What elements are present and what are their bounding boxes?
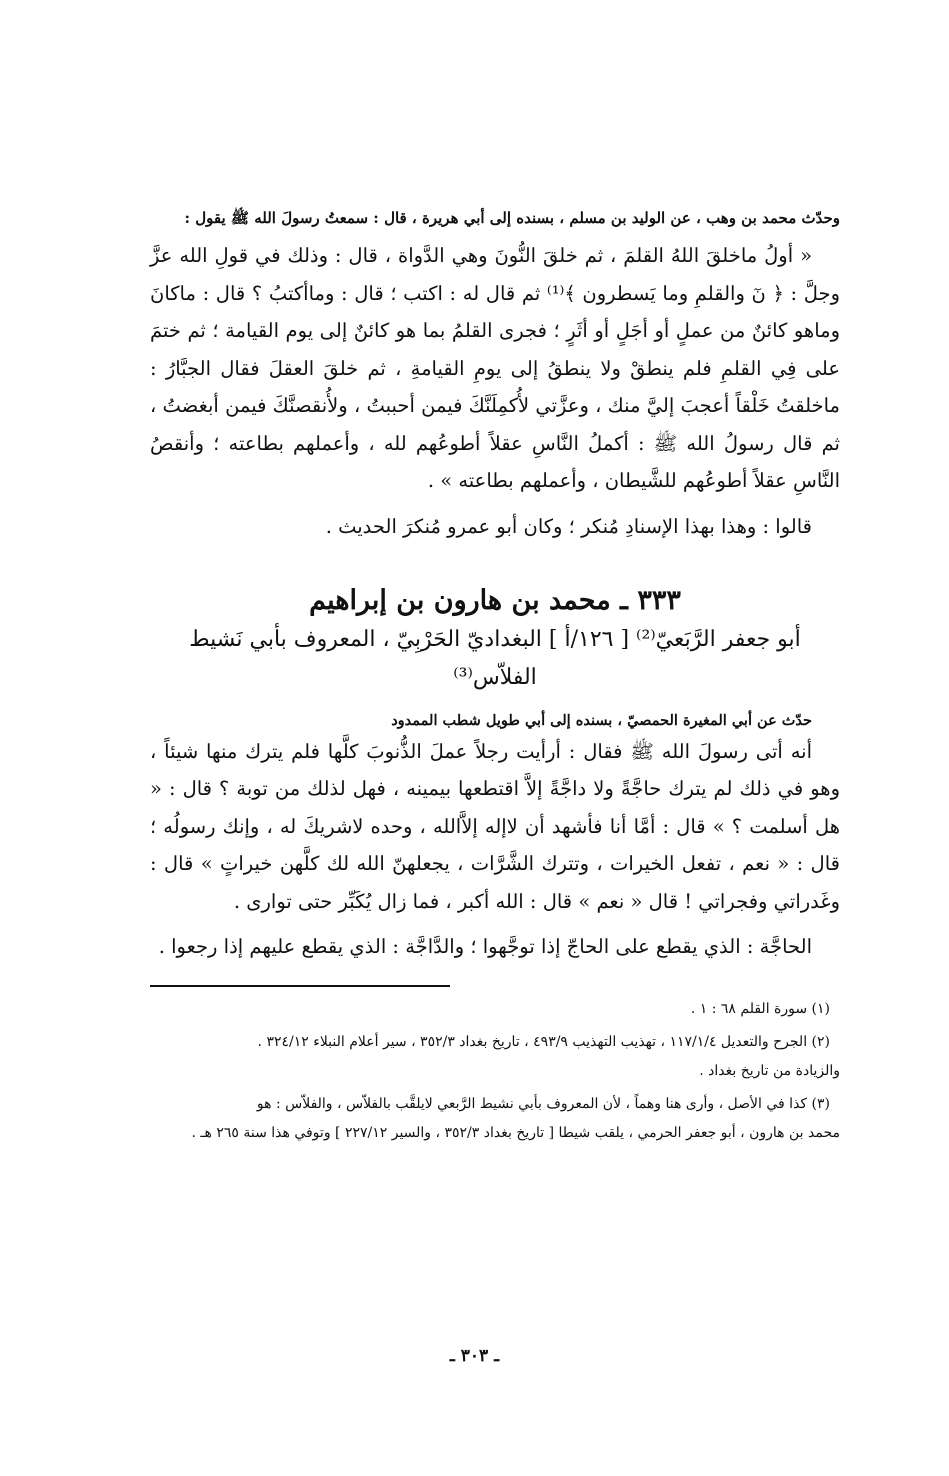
footnote-separator [150,985,450,987]
page-number: ـ ٣٠٣ ـ [449,1346,500,1366]
hadith-comment: قالوا : وهذا بهذا الإسنادِ مُنكر ؛ وكان أبو عمرو مُنكرَ الحديث . [325,514,812,538]
hadith-text: « أولُ ماخلقَ اللهُ القلمَ ، ثم خلقَ النُّونَ وهي الدَّواة ، قال : وذلك في قولِ الله عزَّ وجلَّ : ﴿ نٓ والقلمِ وما يَسطرون ﴾⁽¹⁾ ثم قال له : اكتب ؛ قال : وماأكتبُ ؟ قال : ماكانَ وماهو كائنٌ من عملٍ أو أجَلٍ أو أثَرٍ ؛ فجرى القلمُ بما هو كائنٌ إلى يوم القيامة ؛ ثم ختمَ على فِي القلمِ فلم ينطقْ ولا ينطقُ إلى يومِ القيامةِ ، ثم خلقَ العقلَ فقال الجبَّارُ : ماخلقتُ خَلْقاً أعجبَ إليَّ منك ، وعزَّتي لأُكمِلَنَّكَ فيمن أحببتُ ، ولأُنقصنَّكَ فيمن أبغضتُ ، ثم قال رسولُ الله ﷺ : أكملُ النَّاسِ عقلاً أطوعُهم لله ، وأعملهم بطاعته ؛ وأنقصُ النَّاسِ عقلاً أطوعُهم للشَّيطان ، وأعملهم بطاعته » . [150,244,840,492]
book-page [150,205,840,1148]
footnote-3: (٣) كذا في الأصل ، وأرى هنا وهماً ، لأن المعروف بأبي نشيط الرَّبعي لايلقَّب بالفلاّس ، والفلاّس : هو [256,1096,830,1112]
footnote-1: (١) سورة القلم ٦٨ : ١ . [690,1001,830,1017]
isnad-line: وحدّث محمد بن وهب ، عن الوليد بن مسلم ، بسنده إلى أبي هريرة ، قال : سمعتُ رسولَ الله ﷺ يقول : [184,209,840,227]
hadith-text-2: أنه أتى رسولَ الله ﷺ فقال : أرأيت رجلاً عملَ الذُّنوبَ كلَّها فلم يترك منها شيئاً ، وهو في ذلك لم يترك حاجَّةً ولا داجَّةً إلاَّ اقتطعها بيمينه ، فهل لذلك من توبة ؟ قال : « هل أسلمت ؟ » قال : أمَّا أنا فأشهد أن لاإله إلاَّالله ، وحده لاشريكَ له ، وإنك رسولُه ؛ قال : « نعم ، تفعل الخيرات ، وتترك الشَّرَّات ، يجعلهنّ الله لك كلَّهن خيراتٍ » قال : وغَدراتي وفجراتي ! قال « نعم » قال : الله أكبر ، فما زال يُكَبِّر حتى توارى . [150,739,840,913]
entry-subheading: أبو جعفر الرَّبَعيّ⁽²⁾ [ ١٢٦/أ ] البغداديّ الحَرْبِيّ ، المعروف بأبي نَشيط الفلاّس⁽³⁾ [189,626,801,690]
isnad-line-2: حدّث عن أبي المغيرة الحمصيّ ، بسنده إلى أبي طويل شطب الممدود [391,711,812,729]
footnote-3-cont: محمد بن هارون ، أبو جعفر الحرمي ، يلقب شيطا [ تاريخ بغداد ٣٥٢/٣ ، والسير ٢٢٧/١٢ ] وتوفي هذا سنة ٢٦٥ هـ . [191,1125,840,1141]
footnote-2-cont: والزيادة من تاريخ بغداد . [699,1063,840,1079]
entry-heading: ٣٣٣ ـ محمد بن هارون بن إبراهيم [309,584,681,616]
gloss-paragraph: الحاجَّة : الذي يقطع على الحاجّ إذا توجَّهوا ؛ والدَّاجَّة : الذي يقطع عليهم إذا رجعوا . [158,935,812,958]
footnote-2: (٢) الجرح والتعديل ١١٧/١/٤ ، تهذيب التهذيب ٤٩٣/٩ ، تاريخ بغداد ٣٥٢/٣ ، سير أعلام النبلاء ٣٢٤/١٢ . [257,1034,830,1050]
